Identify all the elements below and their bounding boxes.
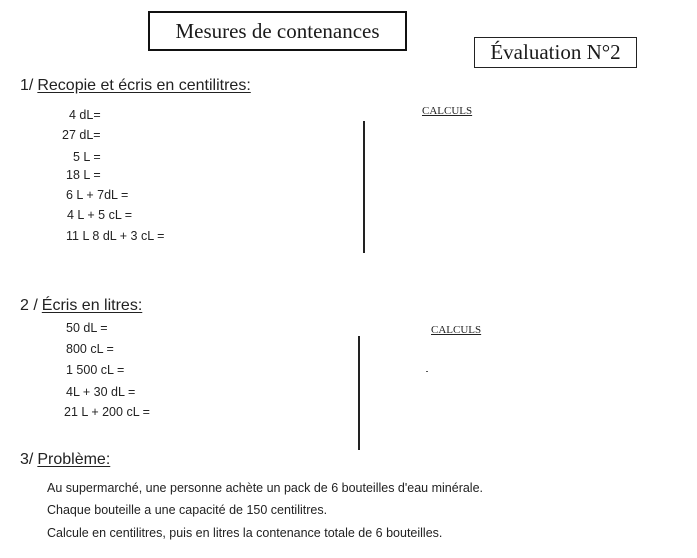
s1-item-3: 5 L = (73, 150, 101, 164)
scan-speck (426, 371, 428, 372)
s2-item-2: 800 cL = (66, 342, 114, 356)
s1-item-7: 11 L 8 dL + 3 cL = (66, 229, 165, 243)
section1-heading (20, 77, 251, 95)
problem-line-3: Calcule en centilitres, puis en litres la contenance totale de 6 bouteilles. (47, 526, 443, 540)
section2-calc-label: CALCULS (431, 324, 482, 336)
s2-item-4: 4L + 30 dL = (66, 385, 136, 399)
section3-title: Problème: (37, 451, 111, 468)
evaluation-label: Évaluation N°2 (474, 37, 637, 68)
section3-number: 3/ (20, 451, 34, 468)
section1-number: 1/ (20, 77, 34, 94)
section2-heading (20, 297, 142, 315)
section2-divider (358, 336, 360, 450)
section3-heading (20, 451, 110, 469)
s1-item-2: 27 dL= (62, 128, 101, 142)
s2-item-3: 1 500 cL = (66, 363, 125, 377)
section2-number: 2 / (20, 297, 38, 314)
page-title: Mesures de contenances (148, 11, 407, 51)
s1-item-5: 6 L + 7dL = (66, 188, 129, 202)
s2-item-5: 21 L + 200 cL = (64, 405, 150, 419)
problem-line-2: Chaque bouteille a une capacité de 150 centilitres. (47, 503, 328, 517)
s1-item-6: 4 L + 5 cL = (67, 208, 133, 222)
s2-item-1: 50 dL = (66, 321, 108, 335)
section1-calc-label: CALCULS (422, 105, 473, 117)
section2-title: Écris en litres: (41, 297, 143, 314)
section1-title: Recopie et écris en centilitres: (37, 77, 251, 94)
s1-item-4: 18 L = (66, 168, 101, 182)
problem-line-1: Au supermarché, une personne achète un pack de 6 bouteilles d'eau minérale. (47, 481, 484, 495)
section1-divider (363, 121, 365, 253)
s1-item-1: 4 dL= (69, 108, 101, 122)
